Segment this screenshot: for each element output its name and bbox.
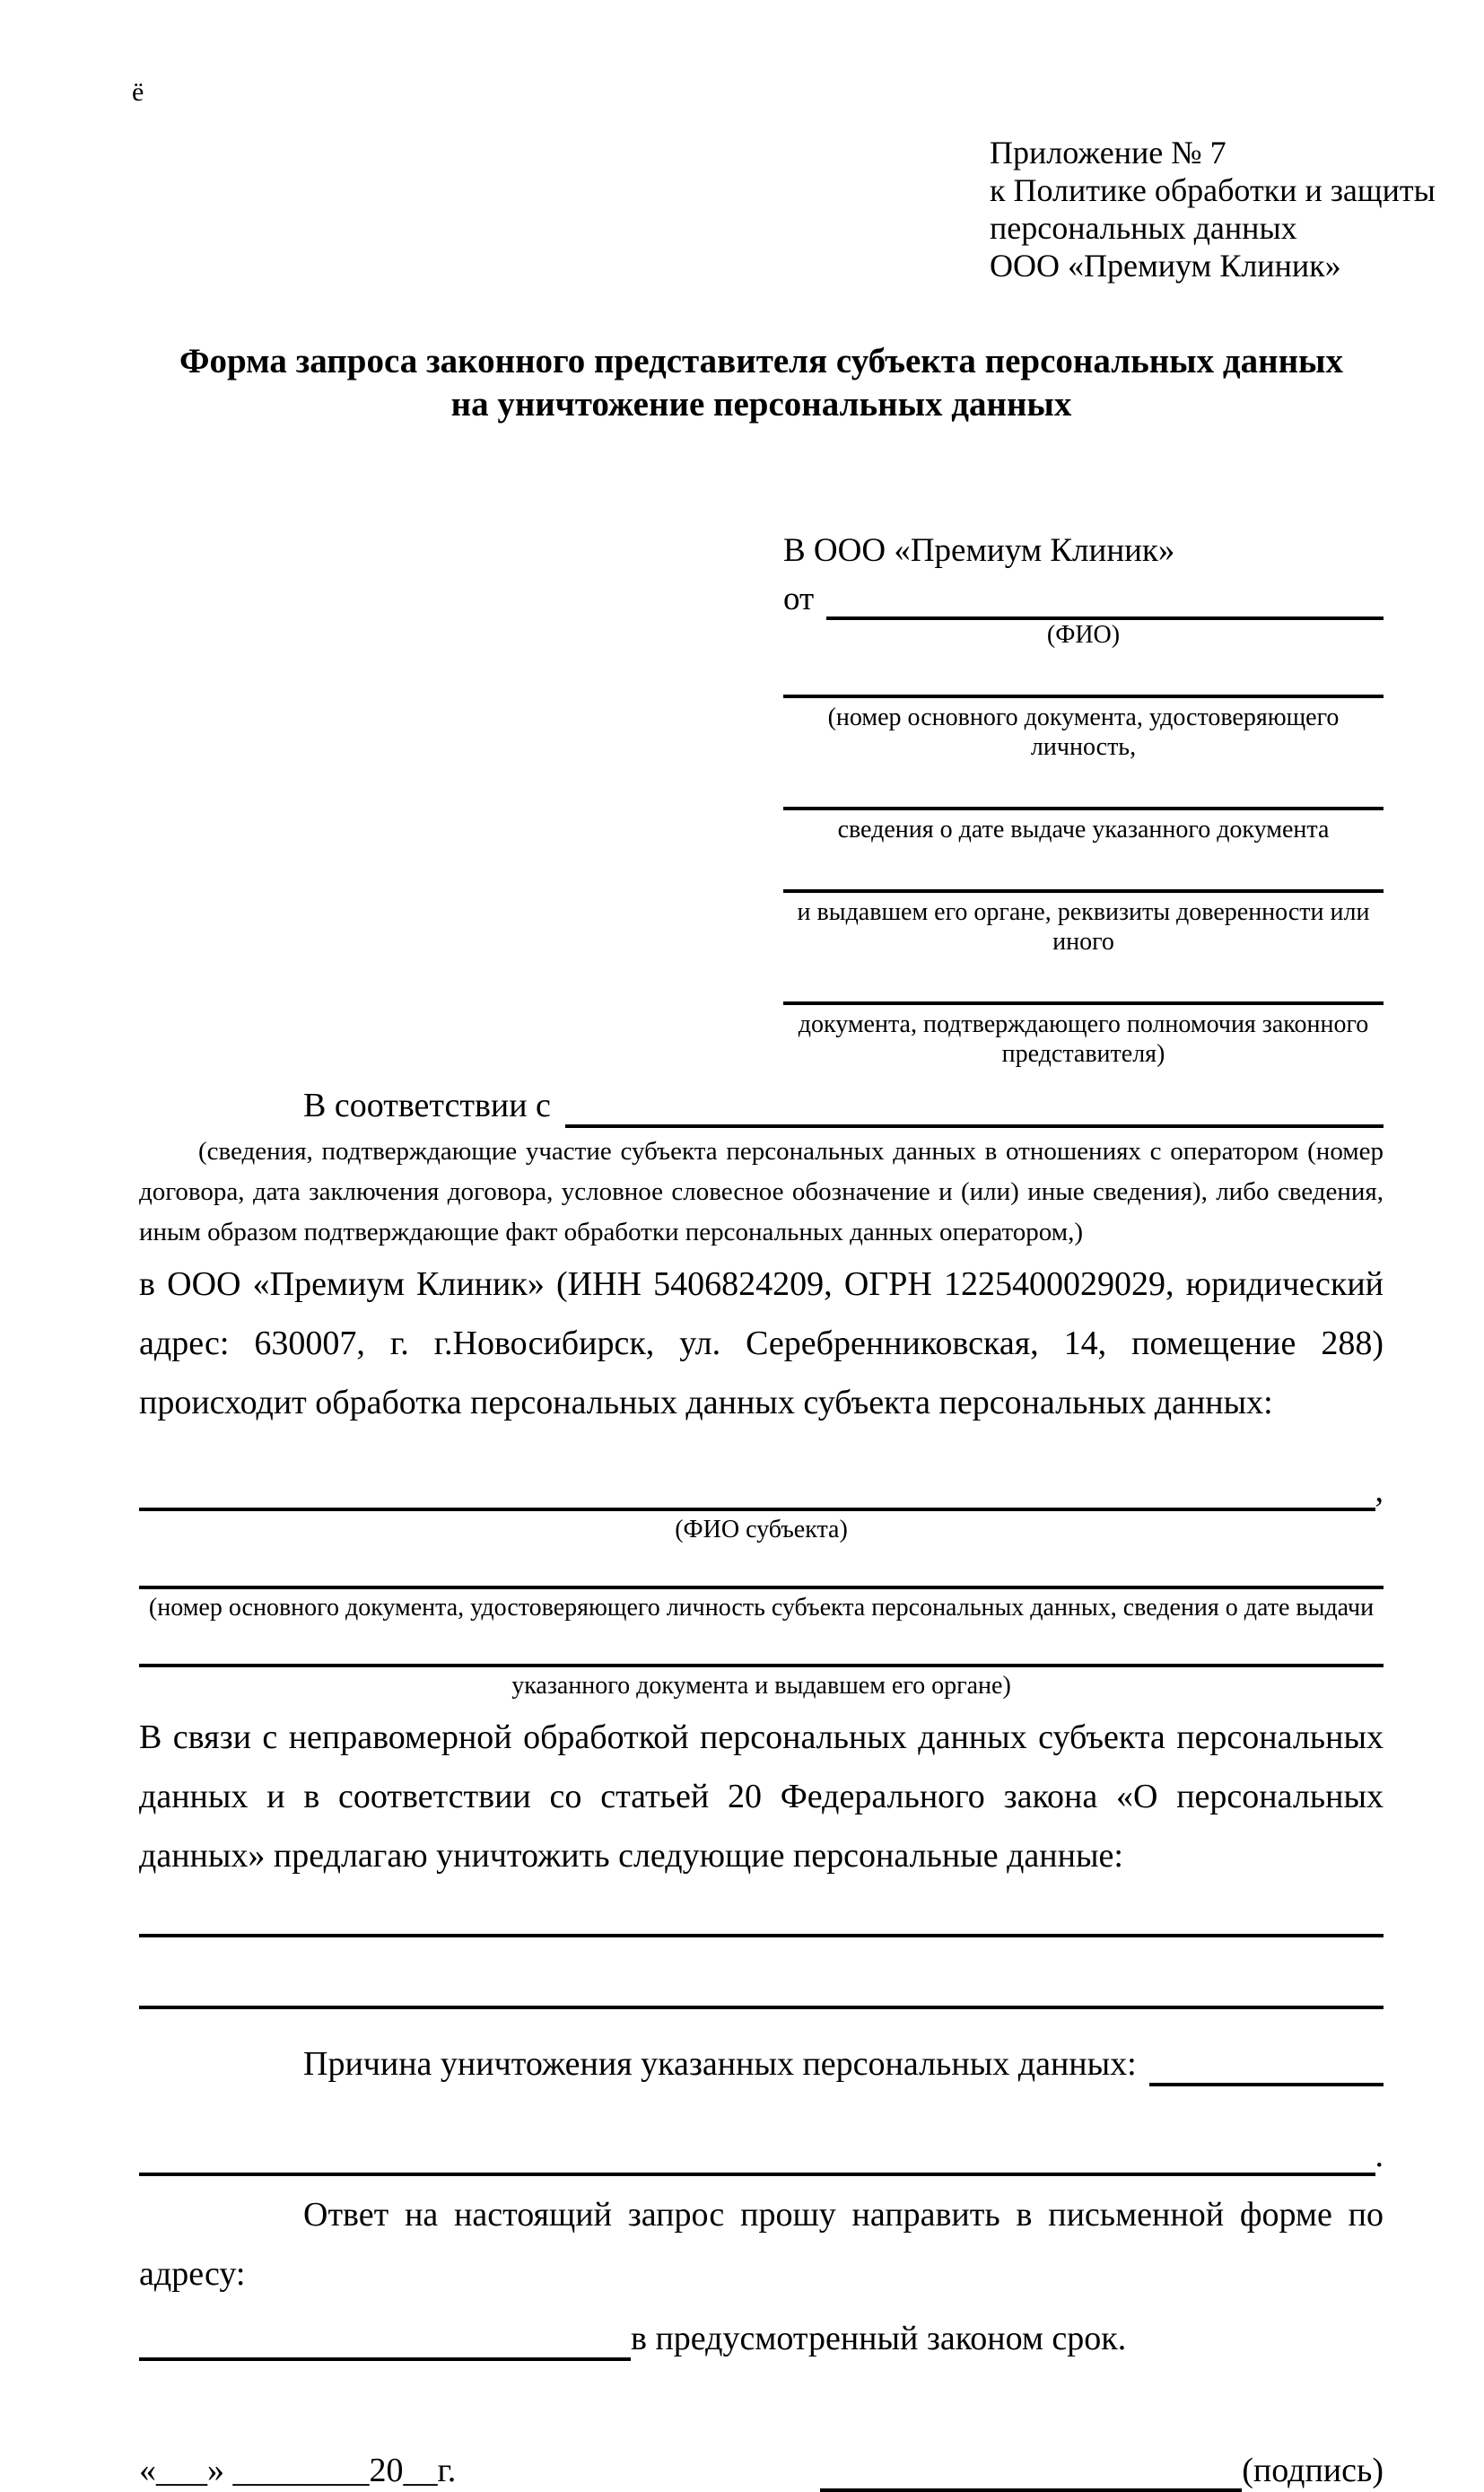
signature-fill-line [820,2479,1242,2492]
from-label: от [783,581,815,617]
subject-doc-fill-line-2 [139,1664,1384,1667]
blank-fill-line [783,1001,1384,1005]
blank-line-caption: (номер основного документа, удостоверяющего личность, [827,704,1340,761]
signature-group [820,2449,1384,2492]
reason-fill-line-2 [139,2164,1375,2176]
reason-label: Причина уничтожения указанных персональных данных: [303,2045,1137,2083]
blank-fill-line [783,807,1384,810]
form-title [139,340,1384,426]
blank-fill-line [783,889,1384,893]
accordance-smallprint: (сведения, подтверждающие участие субъекта персональных данных в отношениях с оператором (номер договора, дата заключения договора, условное словесное обозначение и (или) иные сведения), либо сведения, иным образом подтверждающие факт обработки персональных данных оператором,) [139,1137,1384,1246]
addressee-to: В ООО «Премиум Клиник» [783,532,1175,569]
reason-fill-line [1149,2074,1384,2086]
appendix-line-1: Приложение № 7 [990,135,1226,171]
blank-fill-line [783,695,1384,698]
fio-caption: (ФИО) [1046,621,1121,649]
form-title-line-1: Форма запроса законного представителя субъекта персональных данных [179,342,1344,380]
appendix-block [990,134,1436,284]
subject-doc-caption-2: указанного документа и выдавшем его органе) [511,1672,1011,1700]
date-line: «___» ________20__г. [139,2452,457,2489]
blank-line-caption: документа, подтверждающего полномочия законного представителя) [798,1010,1369,1068]
address-fill-line [139,2348,631,2361]
subject-doc-fill-line [139,1586,1384,1589]
subject-doc-caption-1: (номер основного документа, удостоверяющего личность субъекта персональных данных, сведения о дате выдачи [148,1594,1375,1622]
addressee-from-row [783,579,1384,620]
appendix-line-2: к Политике обработки и защиты [990,172,1436,208]
signature-caption: (подпись) [1242,2452,1384,2489]
reason-row [139,2042,1384,2086]
subject-fio-fill-line [139,1499,1375,1511]
operator-paragraph: в ООО «Премиум Клиник» (ИНН 5406824209, ОГРН 1225400029029, юридический адрес: 630007, г. г.Новосибирск, ул. Серебренниковская, 14, помещение 288) происходит обработка персональных данных субъекта персональных данных: [139,1265,1384,1421]
addressee-blank-pair [783,807,1384,844]
data-fill-line-1 [139,1934,1384,1937]
reply-paragraph: Ответ на настоящий запрос прошу направить в письменной форме по адресу: [139,2196,1384,2293]
appendix-line-4: ООО «Премиум Клиник» [990,248,1341,284]
addressee-blank-pair [783,1001,1384,1069]
data-fill-line-2 [139,2006,1384,2009]
appendix-line-3: персональных данных [990,210,1297,246]
blank-line-caption: и выдавшем его органе, реквизиты доверенности или иного [797,898,1370,956]
subject-fio-row [139,1470,1384,1511]
subject-fio-caption: (ФИО субъекта) [675,1516,848,1543]
form-title-line-2: на уничтожение персональных данных [450,385,1072,424]
reply-address-row [139,2316,1384,2361]
accordance-fill-line [565,1115,1384,1128]
accordance-row [139,1083,1384,1128]
addressee-block [783,530,1384,1069]
accordance-label: В соответствии с [303,1087,551,1124]
unlawful-paragraph: В связи с неправомерной обработкой персональных данных субъекта персональных данных и в соответствии со статьей 20 Федерального закона «О персональных данных» предлагаю уничтожить следующие персональные данные: [139,1718,1384,1875]
from-fill-line [826,608,1384,620]
addressee-blank-pair [783,695,1384,762]
addressee-blank-pair [783,889,1384,957]
comma-punct: , [1375,1472,1384,1509]
footer-row [139,2449,1384,2492]
blank-line-caption: сведения о дате выдаче указанного документа [837,816,1330,844]
period-punct: . [1375,2137,1384,2174]
reply-tail-text: в предусмотренный законом срок. [631,2320,1127,2357]
reason-continuation-row [139,2135,1384,2176]
stray-char: ё [132,77,144,107]
